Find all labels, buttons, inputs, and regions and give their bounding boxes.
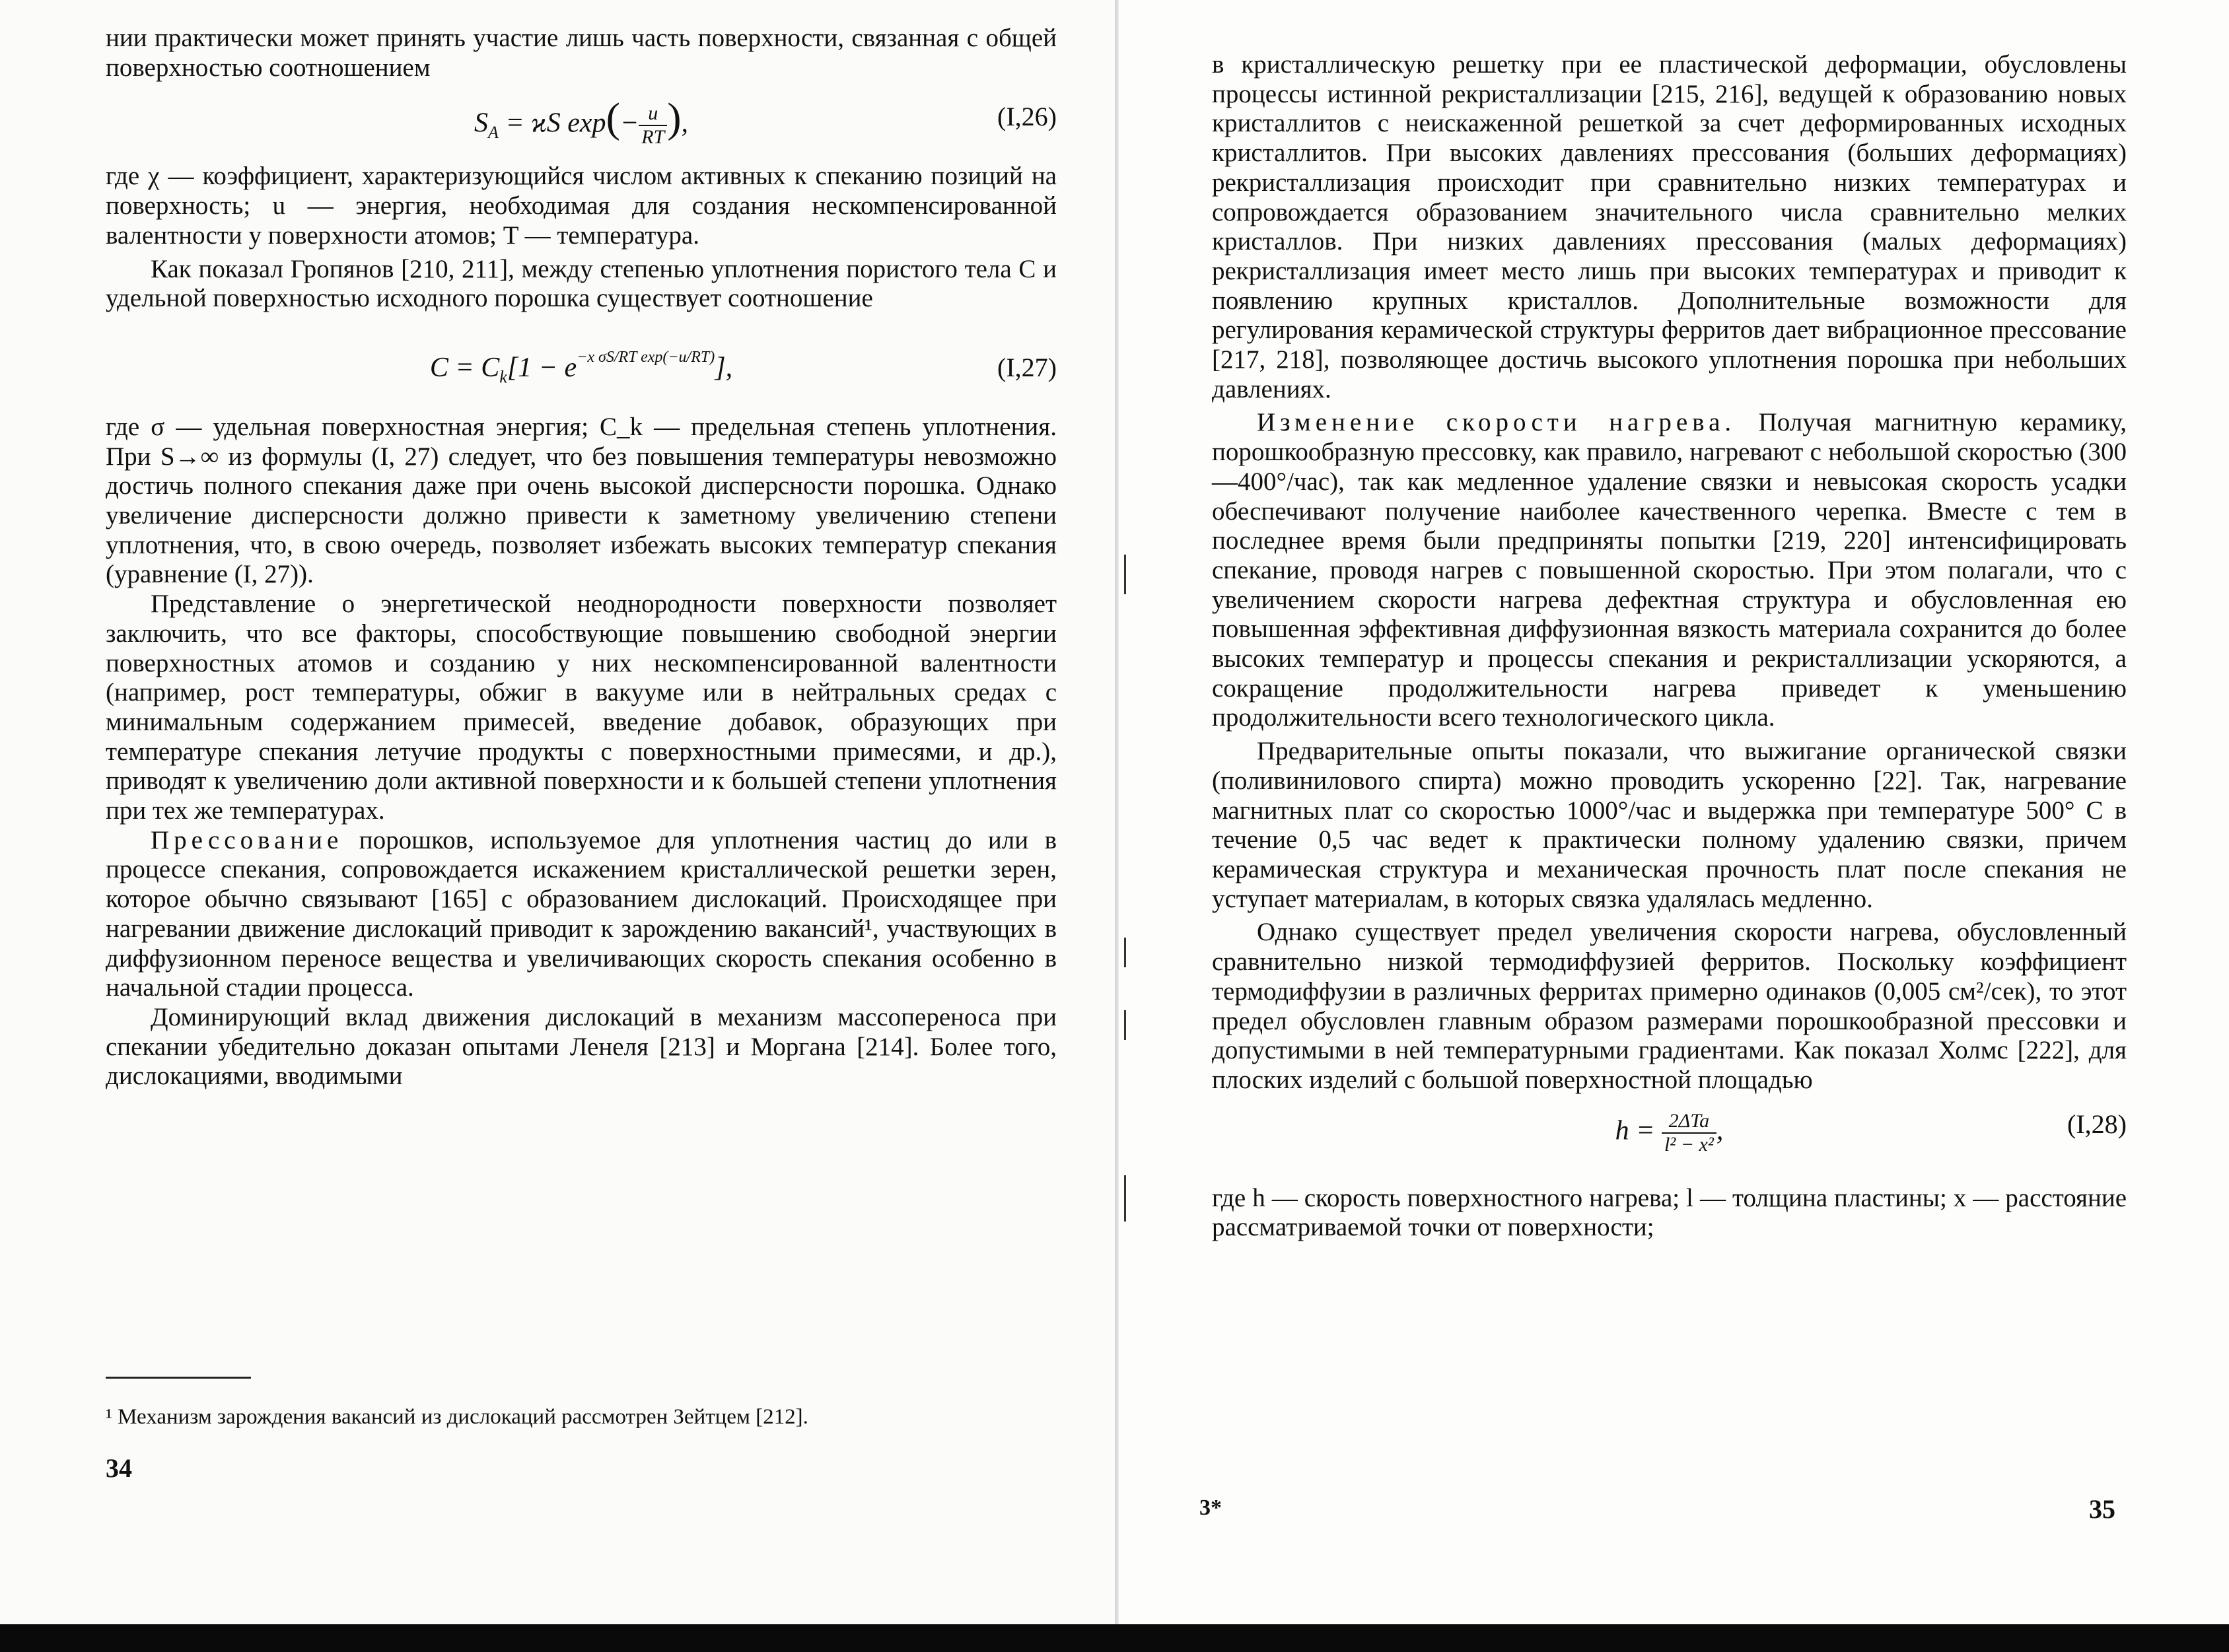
paragraph: Предварительные опыты показали, что выжигание органической связки (поливинилового спирта) можно проводить ускоренно [22]. Так, нагревание магнитных плат со скоростью 1000°/час и выдержка при температуре 500° C в течение 0,5 час ведет к практически полному удалению связки, причем керамическая структура и механическая прочность плат после спекания не уступает материалам, в которых связка удалялась медленно.	[1212, 737, 2127, 913]
eq-fraction	[639, 102, 667, 149]
scan-mark	[1124, 1010, 1126, 1040]
signature-mark: 3*	[1199, 1496, 1222, 1520]
equation-I28	[1212, 1095, 2127, 1168]
eq-lhs: C = C	[429, 352, 500, 383]
paragraph: порошков, используемое для уплотнения частиц до или в процессе спекания, сопровождается искажением кристаллической решетки зерен, которое обычно связывают [165] с образованием дислокаций. Происходящее при нагревании движение дислокаций приводит к зарождению вакансий¹, участвующих в диффузионном переносе вещества и увеличивающих скорость спекания особенно в начальной стадии процесса.	[106, 825, 1057, 1002]
paragraph: где χ — коэффициент, характеризующийся числом активных к спеканию позиций на поверхность; u — энергия, необходимая для создания нескомпенсированной валентности у поверхности атомов; T — температура.	[106, 162, 1057, 250]
equation-number: (I,26)	[997, 102, 1057, 132]
page-number-left: 34	[106, 1453, 132, 1483]
eq-rhs: = ϰS exp	[498, 108, 606, 139]
page-number-right: 35	[2089, 1494, 2115, 1524]
scan-mark	[1124, 938, 1126, 967]
equation-number: (I,28)	[2067, 1109, 2127, 1139]
eq-fraction	[1662, 1110, 1716, 1156]
eq-denominator: RT	[641, 126, 665, 149]
scan-mark	[1124, 1175, 1126, 1222]
eq-sub: A	[487, 123, 499, 143]
book-gutter	[1115, 0, 1119, 1624]
paragraph: Получая магнитную керамику, порошкообразную прессовку, как правило, нагревают с небольшой скоростью (300—400°/час), так как медленное удаление связки и невысокая скорость усадки обеспечивают получение наиболее качественного черепка. Вместе с тем в последнее время были предприняты попытки [219, 220] интенсифицировать спекание, проводя нагрев с повышенной скоростью. При этом полагали, что с увеличением скорости нагрева дефектная структура и обусловленная ею повышенная эффективная диффузионная вязкость материала сохранится до более высоких температур и процессы спекания и рекристаллизации ускоряются, а сокращение продолжительности нагрева приведет к уменьшению продолжительности всего технологического цикла.	[1212, 408, 2127, 732]
paragraph: Доминирующий вклад движения дислокаций в механизм массопереноса при спекании убедительно доказан опытами Ленеля [213] и Моргана [214]. Более того, дислокациями, вводимыми	[106, 1002, 1057, 1091]
equation-I27	[106, 314, 1057, 413]
paragraph: Представление о энергетической неоднородности поверхности позволяет заключить, что все факторы, способствующие повышению свободной энергии поверхностных атомов и созданию у них нескомпенсированной валентности (например, рост температуры, обжиг в вакууме или в нейтральных средах с минимальным содержанием примесей, введение добавок, образующих при температуре спекания летучие продукты с поверхностными примесями, и др.), приводят к увеличению доли активной поверхности и к большей степени уплотнения при тех же температурах.	[106, 590, 1057, 825]
left-text-column	[106, 24, 1057, 1091]
paragraph: где h — скорость поверхностного нагрева; l — толщина пластины; x — расстояние рассматриваемой точки от поверхности;	[1212, 1183, 2127, 1242]
equation-number: (I,27)	[997, 352, 1057, 382]
right-text-column	[1212, 50, 2127, 1243]
paragraph: где σ — удельная поверхностная энергия; C_k — предельная степень уплотнения. При S→∞ из формулы (I, 27) следует, что без повышения температуры невозможно достичь полного спекания даже при очень высокой дисперсности порошка. Однако увеличение дисперсности должно привести к заметному увеличению степени уплотнения, что, в свою очередь, позволяет избежать высоких температур спекания (уравнение (I, 27)).	[106, 412, 1057, 589]
paragraph: Как показал Гропянов [210, 211], между степенью уплотнения пористого тела C и удельной поверхностью исходного порошка существует соотношение	[106, 254, 1057, 313]
paragraph: нии практически может принять участие лишь часть поверхности, связанная с общей поверхностью соотношением	[106, 24, 1057, 82]
eq-lhs: S	[474, 108, 488, 139]
eq-exponent: −x σS/RT exp(−u/RT)	[577, 348, 715, 366]
paragraph: в кристаллическую решетку при ее пластической деформации, обусловлены процессы истинной рекристаллизации [215, 216], ведущей к образованию новых кристаллитов с неискаженной решеткой за счет деформированных исходных кристаллитов. При высоких давлениях прессования (больших деформациях) рекристаллизация происходит при сравнительно низких температурах и сопровождается образованием значительного числа сравнительно мелких кристаллов. При низких давлениях прессования (малых деформациях) рекристаллизация имеет место лишь при высоких температурах и приводит к появлению крупных кристаллов. Дополнительные возможности для регулирования керамической структуры ферритов дает вибрационное прессование [217, 218], позволяющее достичь высокого уплотнения порошка при небольших давлениях.	[1212, 50, 2127, 403]
eq-numerator: 2ΔTa	[1662, 1110, 1716, 1134]
eq-close: ],	[715, 352, 733, 383]
eq-close: ,	[1716, 1115, 1724, 1146]
paragraph: Однако существует предел увеличения скорости нагрева, обусловленный сравнительно низкой термодиффузией ферритов. Поскольку коэффициент термодиффузии в различных ферритах примерно одинаков (0,005 см²/сек), то этот предел обусловлен главным образом размерами порошкообразной прессовки и допустимыми в ней температурными градиентами. Как показал Холмс [222], для плоских изделий с большой поверхностной площадью	[1212, 918, 2127, 1094]
spaced-heading: Изменение скорости нагрева.	[1257, 408, 1736, 437]
equation-I26: $S_A = ϰS$ exp(− $\frac{u}{RT}$ ), (I,26)	[474, 94, 1057, 149]
footnote: ¹ Механизм зарождения вакансий из дислокаций рассмотрен Зейтцем [212].	[106, 1405, 808, 1429]
eq-denominator: l² − x²	[1664, 1133, 1714, 1155]
eq-body: [1 − e	[507, 352, 577, 383]
footnote-rule	[106, 1377, 251, 1379]
eq-lhs: h =	[1615, 1115, 1662, 1146]
spaced-term: Прессование	[151, 825, 343, 854]
eq-sub: k	[499, 367, 507, 387]
eq-numerator: u	[639, 102, 667, 126]
scan-bottom-border	[0, 1624, 2229, 1652]
scan-mark	[1124, 555, 1126, 594]
